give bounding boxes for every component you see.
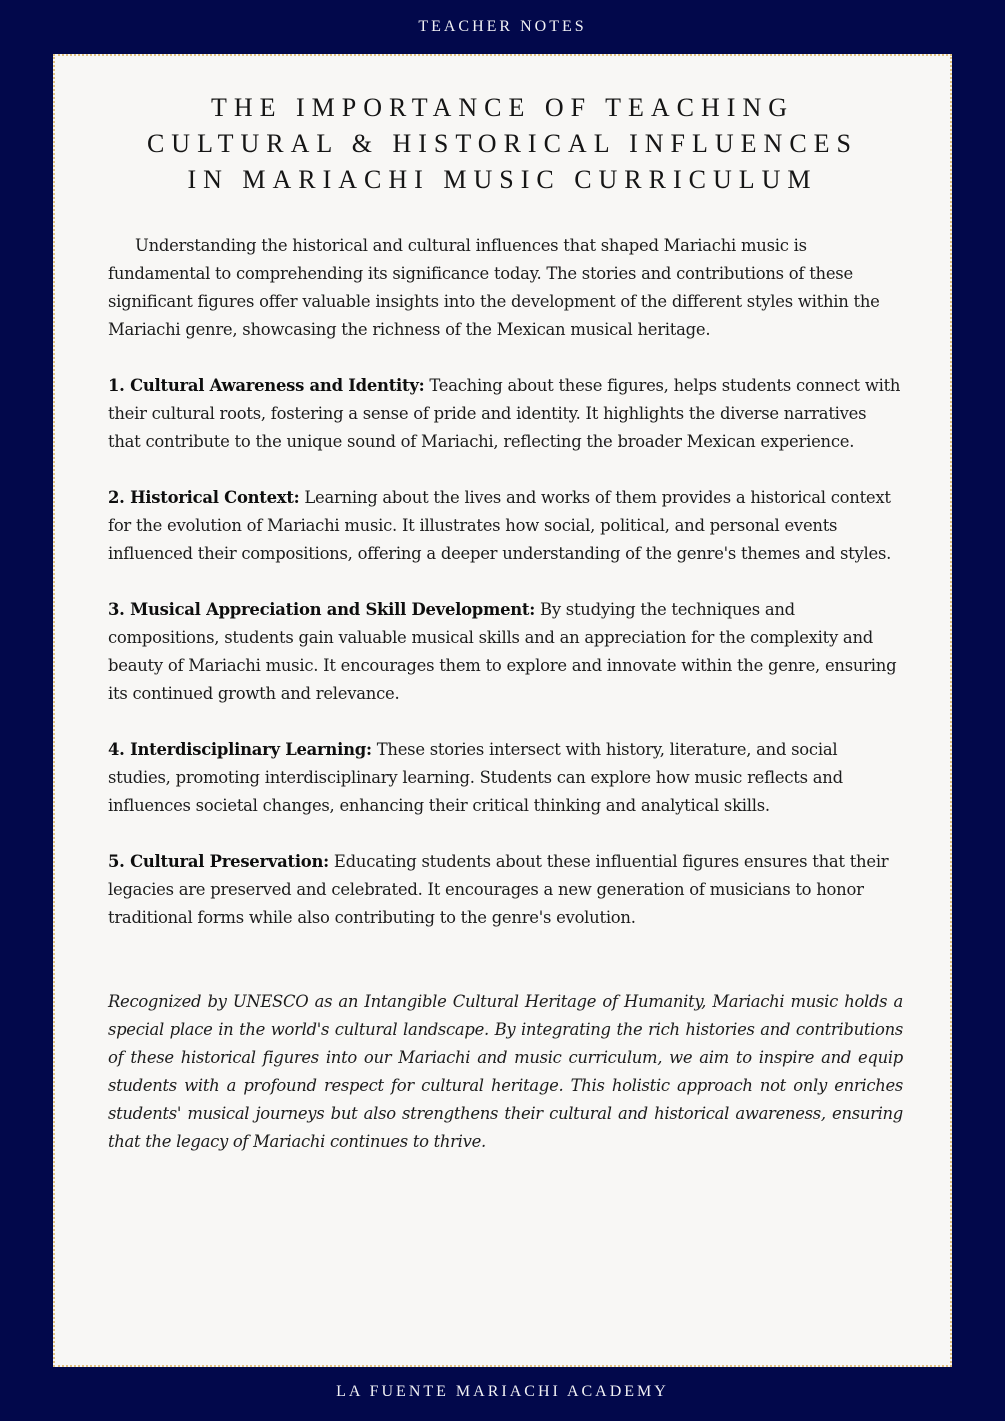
body-content [108,232,903,1156]
title-line-1: THE IMPORTANCE OF TEACHING [210,93,795,122]
header-label: TEACHER NOTES [418,18,587,35]
page-title [55,90,950,198]
point-heading: 5. Cultural Preservation: [108,852,329,871]
point-cultural-preservation [108,848,903,932]
point-heading: 4. Interdisciplinary Learning: [108,740,372,759]
point-historical-context [108,484,903,568]
point-musical-appreciation [108,596,903,708]
intro-paragraph: Understanding the historical and cultural influences that shaped Mariachi music is fundamental to comprehending its significance today. The stories and contributions of these significant figures offer valuable insights into the development of the different styles within the Mariachi genre, showcasing the richness of the Mexican musical heritage. [108,236,880,339]
point-cultural-awareness [108,372,903,456]
point-heading: 2. Historical Context: [108,488,300,507]
point-heading: 1. Cultural Awareness and Identity: [108,376,425,395]
footer-label: LA FUENTE MARIACHI ACADEMY [336,1383,669,1400]
point-text: Educating students about these influential figures ensures that their legacies are preserved and celebrated. It encourages a new generation of musicians to honor traditional forms while also contributing to the genre's evolution. [108,852,889,927]
point-text: Teaching about these figures, helps students connect with their cultural roots, fostering a sense of pride and identity. It highlights the diverse narratives that contribute to the unique sound of Mariachi, reflecting the broader Mexican experience. [108,376,901,451]
closing-paragraph: Recognized by UNESCO as an Intangible Cultural Heritage of Humanity, Mariachi music holds a special place in the world's cultural landscape. By integrating the rich histories and contributions of these historical figures into our Mariachi and music curriculum, we aim to inspire and equip students with a profound respect for cultural heritage. This holistic approach not only enriches students' musical journeys but also strengthens their cultural and historical awareness, ensuring that the legacy of Mariachi continues to thrive. [108,992,903,1151]
content-panel [53,54,952,1367]
point-text: Learning about the lives and works of them provides a historical context for the evolution of Mariachi music. It illustrates how social, political, and personal events influenced their compositions, offering a deeper understanding of the genre's themes and styles. [108,488,892,563]
title-line-2: CULTURAL & HISTORICAL INFLUENCES [146,129,859,158]
point-interdisciplinary-learning [108,736,903,820]
title-line-3: IN MARIACHI MUSIC CURRICULUM [187,165,818,194]
point-heading: 3. Musical Appreciation and Skill Development: [108,600,536,619]
point-text: By studying the techniques and compositions, students gain valuable musical skills and an appreciation for the complexity and beauty of Mariachi music. It encourages them to explore and innovate within the genre, ensuring its continued growth and relevance. [108,600,897,703]
point-text: These stories intersect with history, literature, and social studies, promoting interdisciplinary learning. Students can explore how music reflects and influences societal changes, enhancing their critical thinking and analytical skills. [108,740,843,815]
